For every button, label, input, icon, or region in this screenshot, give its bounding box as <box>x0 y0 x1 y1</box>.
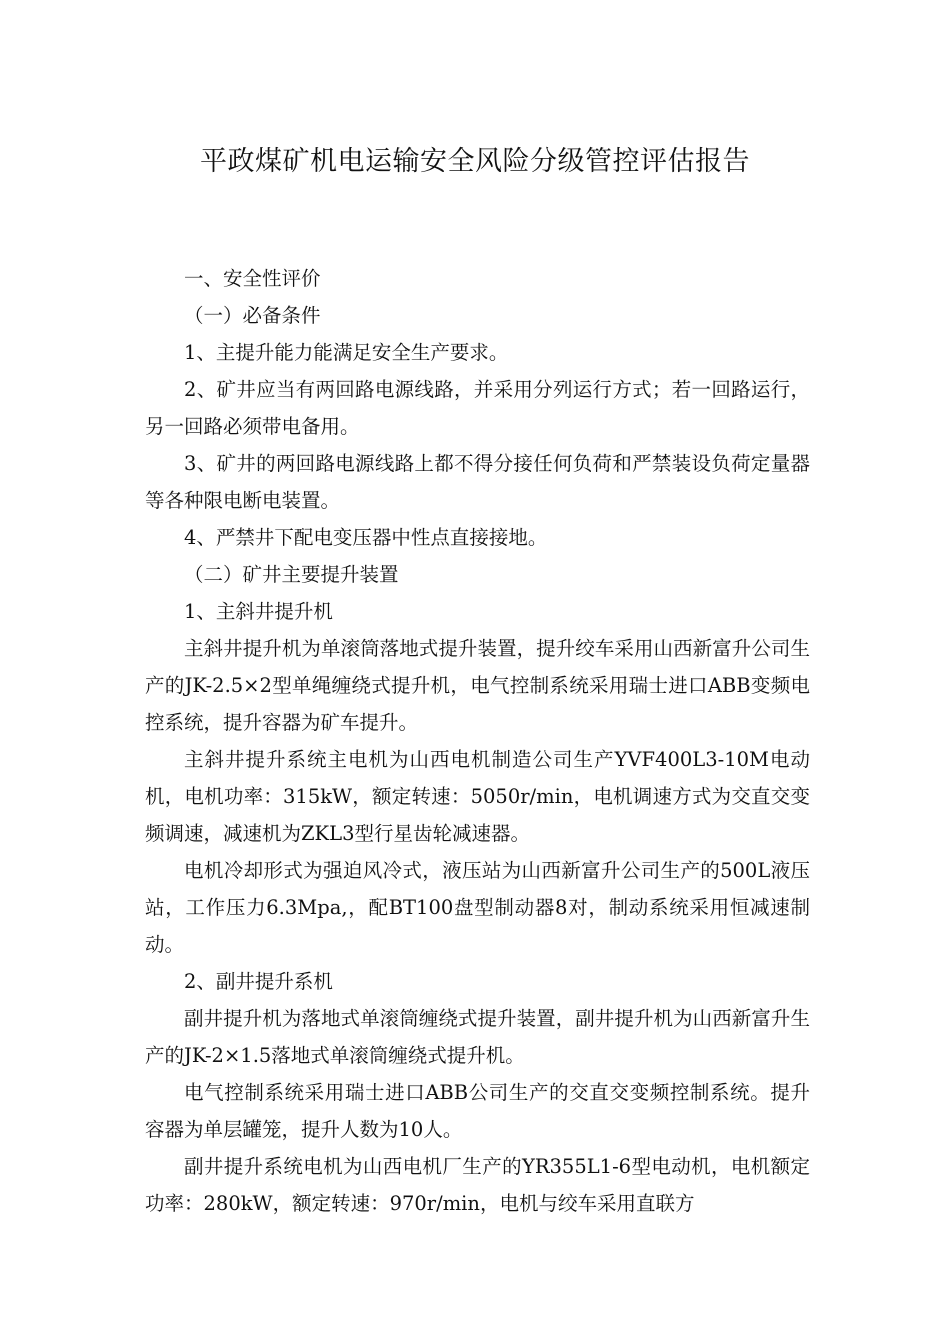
paragraph: 电机冷却形式为强迫风冷式，液压站为山西新富升公司生产的500L液压站，工作压力6.3Mpa,，配BT100盘型制动器8对，制动系统采用恒减速制动。 <box>145 859 810 956</box>
paragraph: 2、矿井应当有两回路电源线路，并采用分列运行方式；若一回路运行，另一回路必须带电备用。 <box>145 378 810 438</box>
subsection-heading: （二）矿井主要提升装置 <box>184 563 399 586</box>
section-heading: 一、安全性评价 <box>184 267 321 290</box>
paragraph: 电气控制系统采用瑞士进口ABB公司生产的交直交变频控制系统。提升容器为单层罐笼，提升人数为10人。 <box>145 1081 810 1141</box>
item-heading: 1、主斜井提升机 <box>184 600 333 623</box>
paragraph: 副井提升系统电机为山西电机厂生产的YR355L1-6型电动机，电机额定功率：280kW，额定转速：970r/min，电机与绞车采用直联方 <box>145 1155 810 1215</box>
subsection-heading: （一）必备条件 <box>184 304 321 327</box>
paragraph: 1、主提升能力能满足安全生产要求。 <box>184 341 509 364</box>
item-heading: 2、副井提升系机 <box>184 970 333 993</box>
paragraph: 主斜井提升机为单滚筒落地式提升装置，提升绞车采用山西新富升公司生产的JK-2.5×2型单绳缠绕式提升机，电气控制系统采用瑞士进口ABB变频电控系统，提升容器为矿车提升。 <box>145 637 810 734</box>
paragraph: 主斜井提升系统主电机为山西电机制造公司生产YVF400L3-10M电动机，电机功率：315kW，额定转速：5050r/min，电机调速方式为交直交变频调速，减速机为ZKL3型行星齿轮减速器。 <box>145 748 810 845</box>
document-body <box>145 260 810 1222</box>
paragraph: 副井提升机为落地式单滚筒缠绕式提升装置，副井提升机为山西新富升生产的JK-2×1.5落地式单滚筒缠绕式提升机。 <box>145 1007 810 1067</box>
paragraph: 4、严禁井下配电变压器中性点直接接地。 <box>184 526 548 549</box>
document-title: 平政煤矿机电运输安全风险分级管控评估报告 <box>200 146 750 177</box>
paragraph: 3、矿井的两回路电源线路上都不得分接任何负荷和严禁装设负荷定量器等各种限电断电装置。 <box>145 452 810 512</box>
